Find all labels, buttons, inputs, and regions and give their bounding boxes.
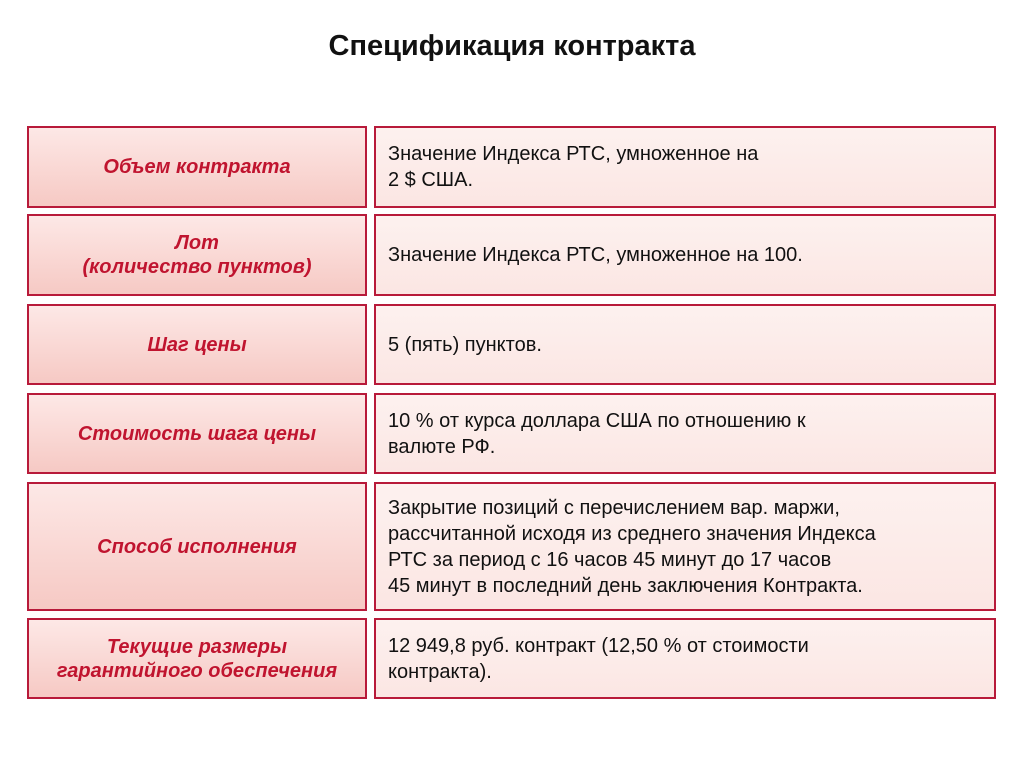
spec-value-settlement: Закрытие позиций с перечислением вар. маржи, рассчитанной исходя из среднего значения Индекса РТС за период с 16 часов 45 минут до 17 часов 45 минут в последний день заключения Контракта. [374,482,996,611]
spec-value-step-cost: 10 % от курса доллара США по отношению к валюте РФ. [374,393,996,474]
spec-label-settlement: Способ исполнения [27,482,367,611]
spec-label-margin: Текущие размеры гарантийного обеспечения [27,618,367,699]
spec-row-lot [27,214,996,296]
spec-row-price-step [27,304,996,385]
spec-value-volume: Значение Индекса РТС, умноженное на 2 $ США. [374,126,996,208]
spec-row-volume [27,126,996,208]
page-title: Спецификация контракта [328,30,696,62]
spec-row-step-cost [27,393,996,474]
spec-label-step-cost: Стоимость шага цены [27,393,367,474]
spec-label-volume: Объем контракта [27,126,367,208]
spec-row-margin [27,618,996,699]
spec-label-price-step: Шаг цены [27,304,367,385]
spec-value-lot: Значение Индекса РТС, умноженное на 100. [374,214,996,296]
spec-label-lot: Лот (количество пунктов) [27,214,367,296]
spec-row-settlement [27,482,996,611]
spec-value-price-step: 5 (пять) пунктов. [374,304,996,385]
spec-value-margin: 12 949,8 руб. контракт (12,50 % от стоимости контракта). [374,618,996,699]
